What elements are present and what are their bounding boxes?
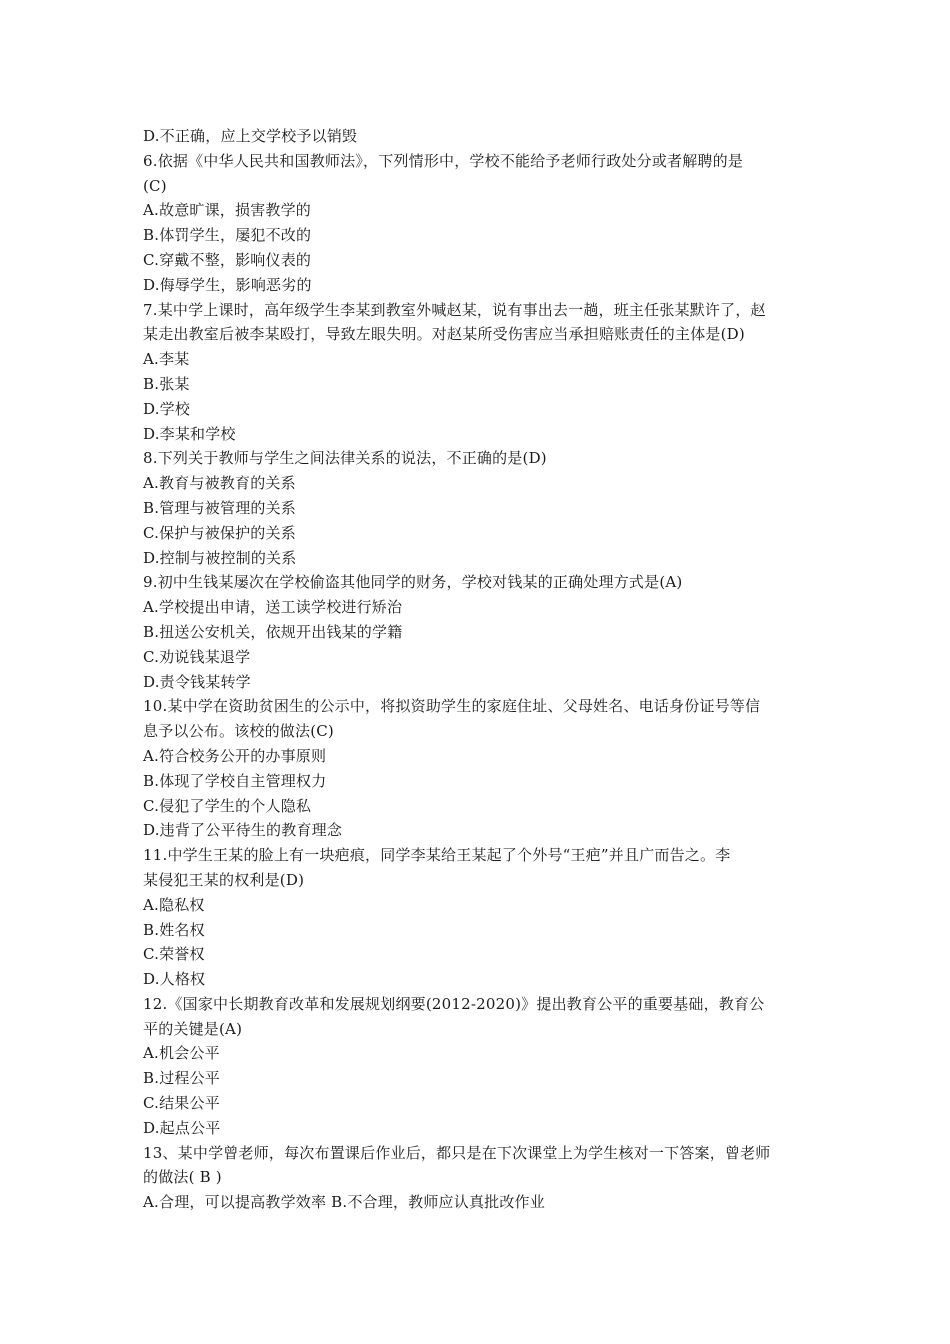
option-line: B.张某: [143, 374, 190, 393]
question-line: 10.某中学在资助贫困生的公示中，将拟资助学生的家庭住址、父母姓名、电话身份证号等信: [143, 697, 761, 716]
option-line: A.机会公平: [143, 1044, 220, 1063]
option-line: A.李某: [143, 350, 190, 369]
option-line: D.控制与被控制的关系: [143, 548, 297, 567]
option-line: D.责令钱某转学: [143, 672, 251, 691]
option-line: C.侵犯了学生的个人隐私: [143, 796, 312, 815]
option-line: C.荣誉权: [143, 945, 205, 964]
option-line: D.起点公平: [143, 1118, 221, 1137]
option-line: B.姓名权: [143, 920, 205, 939]
option-line: A.教育与被教育的关系: [143, 474, 296, 493]
option-line: D.侮辱学生，影响恶劣的: [143, 275, 312, 294]
question-line: (C): [143, 176, 167, 195]
option-line: A.隐私权: [143, 895, 205, 914]
question-line: 6.依据《中华人民共和国教师法》，下列情形中，学校不能给予老师行政处分或者解聘的是: [143, 151, 744, 170]
option-line: B.扭送公安机关，依规开出钱某的学籍: [143, 622, 403, 641]
question-line: 息予以公布。该校的做法(C): [143, 722, 334, 741]
option-line: C.穿戴不整，影响仪表的: [143, 250, 312, 269]
option-line: D.李某和学校: [143, 424, 236, 443]
option-line: D.不正确，应上交学校予以销毁: [143, 127, 358, 145]
question-line: 某侵犯王某的权利是(D): [143, 870, 305, 889]
option-line: A.合理，可以提高教学效率 B.不合理，教师应认真批改作业: [143, 1193, 545, 1212]
question-line: 8.下列关于教师与学生之间法律关系的说法，不正确的是(D): [143, 449, 547, 468]
option-line: C.结果公平: [143, 1094, 220, 1113]
option-line: B.管理与被管理的关系: [143, 498, 296, 517]
option-line: A.故意旷课，损害教学的: [143, 201, 312, 220]
question-line: 11.中学生王某的脸上有一块疤痕，同学李某给王某起了个外号“王疤”并且广而告之。李: [143, 846, 731, 865]
option-line: D.人格权: [143, 970, 206, 989]
option-line: A.学校提出申请，送工读学校进行矫治: [143, 598, 403, 617]
question-line: 13、某中学曾老师，每次布置课后作业后，都只是在下次课堂上为学生核对一下答案，曾老师: [143, 1143, 771, 1162]
question-line: 7.某中学上课时，高年级学生李某到教室外喊赵某，说有事出去一趟，班主任张某默许了，赵: [143, 300, 766, 319]
question-line: 的做法( B ): [143, 1168, 222, 1187]
question-line: 12.《国家中长期教育改革和发展规划纲要(2012-2020)》提出教育公平的重要基础，教育公: [143, 994, 765, 1013]
question-line: 某走出教室后被李某殴打，导致左眼失明。对赵某所受伤害应当承担赔账责任的主体是(D): [143, 325, 745, 344]
option-line: C.保护与被保护的关系: [143, 523, 296, 542]
document-body: [143, 124, 813, 1215]
option-line: B.过程公平: [143, 1069, 220, 1088]
option-line: B.体罚学生，屡犯不改的: [143, 226, 312, 245]
question-line: 平的关键是(A): [143, 1019, 243, 1038]
question-line: 9.初中生钱某屡次在学校偷盗其他同学的财务，学校对钱某的正确处理方式是(A): [143, 573, 683, 592]
option-line: D.违背了公平待生的教育理念: [143, 821, 343, 840]
option-line: D.学校: [143, 399, 191, 418]
option-line: B.体现了学校自主管理权力: [143, 771, 327, 790]
option-line: C.劝说钱某退学: [143, 647, 251, 666]
option-line: A.符合校务公开的办事原则: [143, 746, 327, 765]
